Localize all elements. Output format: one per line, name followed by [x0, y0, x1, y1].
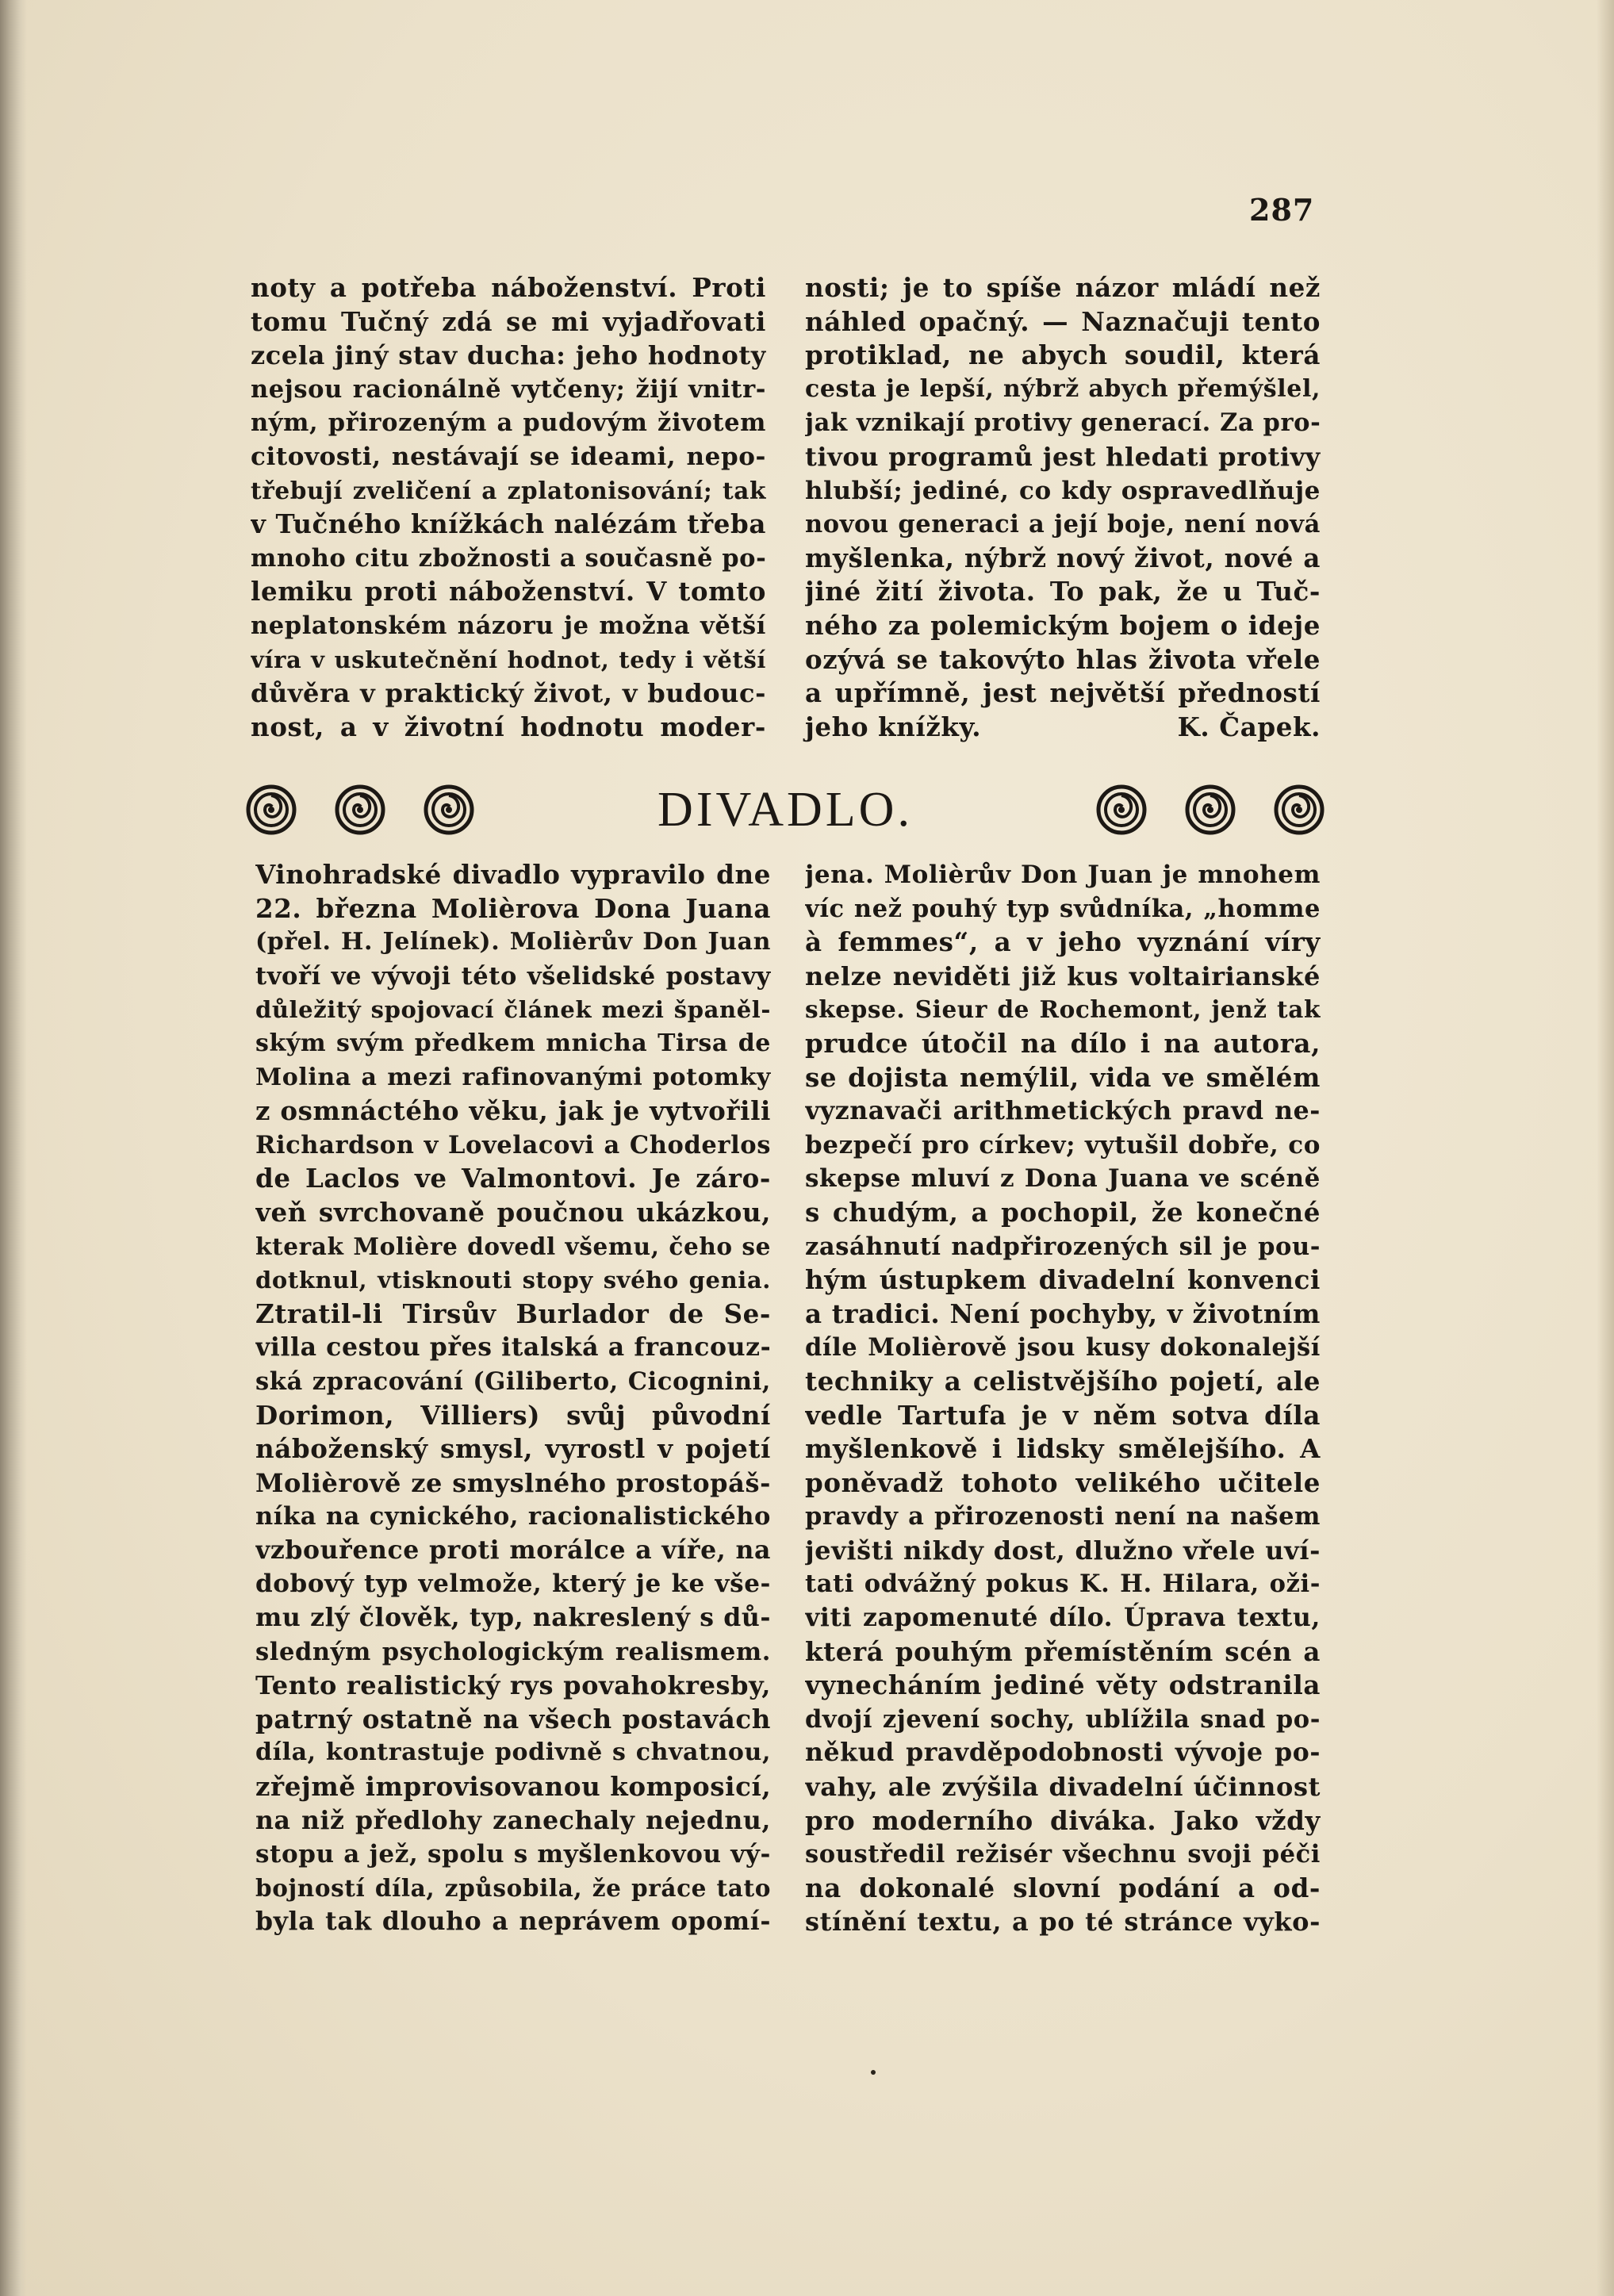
text-line: hlubší; jediné, co kdy ospravedlňuje	[805, 476, 1321, 505]
text-line: ská zpracování (Giliberto, Cicognini,	[255, 1366, 771, 1396]
text-line: jena. Molièrův Don Juan je mnohem	[805, 861, 1321, 889]
text-line: mu zlý člověk, typ, nakreslený s dů-	[255, 1603, 771, 1633]
text-line: Molina a mezi rafinovanými potomky	[255, 1063, 771, 1091]
text-line: se dojista nemýlil, vida ve smělém	[805, 1061, 1321, 1093]
text-line: důvěra v praktický život, v budouc-	[251, 678, 766, 709]
text-line: Dorimon, Villiers) svůj původní	[255, 1399, 771, 1431]
text-line: soustředil režisér všechnu svoji péči	[805, 1840, 1321, 1869]
text-line: pravdy a přirozenosti není na našem	[805, 1502, 1321, 1531]
page-number: 287	[1249, 192, 1315, 228]
text-line: 22. března Molièrova Dona Juana	[255, 892, 771, 924]
signature-line	[805, 711, 1321, 745]
text-line: a tradici. Není pochyby, v životním	[805, 1297, 1321, 1329]
text-line: ného za polemickým bojem o ideje	[805, 609, 1321, 641]
article-top-right-column	[805, 271, 1321, 744]
ornament-group-right	[1096, 784, 1325, 835]
text-line: Tento realistický rys povahokresby,	[255, 1670, 771, 1701]
text-line: náboženský smysl, vyrostl v pojetí	[255, 1433, 771, 1465]
rosette-icon	[335, 784, 385, 835]
text-line: de Laclos ve Valmontovi. Je záro-	[255, 1163, 771, 1194]
text-line: díla, kontrastuje podivně s chvatnou,	[255, 1738, 771, 1767]
text-line: ným, přirozeným a pudovým životem	[251, 408, 766, 438]
text-line: třebují zveličení a zplatonisování; tak	[251, 476, 766, 504]
text-line: noty a potřeba náboženství. Proti	[251, 272, 766, 303]
ornament-group-left	[246, 784, 474, 835]
article-divadlo-right-column	[805, 858, 1321, 1939]
text-line: à femmes“, a v jeho vyznání víry	[805, 926, 1321, 958]
text-line: a upřímně, jest největší předností	[805, 677, 1321, 709]
text-line: vyznavači arithmetických pravd ne-	[805, 1096, 1321, 1126]
text-line: cesta je lepší, nýbrž abych přemýšlel,	[805, 374, 1321, 403]
article-top-left-column	[251, 271, 766, 744]
text-line: ským svým předkem mnicha Tirsa de	[255, 1029, 771, 1057]
text-line: Vinohradské divadlo vypravilo dne	[255, 859, 771, 890]
rosette-icon	[1096, 784, 1147, 835]
text-line: neplatonském názoru je možna větší	[251, 611, 766, 640]
text-line: prudce útočil na dílo i na autora,	[805, 1027, 1321, 1059]
text-line: tomu Tučný zdá se mi vyjadřovati	[251, 305, 766, 337]
text-line: nosti; je to spíše názor mládí než	[805, 272, 1321, 303]
text-line: vzbouřence proti morálce a víře, na	[255, 1535, 771, 1565]
ink-speck	[871, 2070, 876, 2075]
article-divadlo-left-column	[255, 858, 771, 1939]
text-line: techniky a celistvějšího pojetí, ale	[805, 1365, 1321, 1397]
text-line: náhled opačný. — Naznačuji tento	[805, 305, 1321, 337]
text-line: stínění textu, a po té stránce vyko-	[805, 1907, 1321, 1938]
text-line: vedle Tartufa je v něm sotva díla	[805, 1399, 1321, 1431]
text-line: pro moderního diváka. Jako vždy	[805, 1804, 1321, 1836]
text-line: protiklad, ne abych soudil, která	[805, 339, 1321, 371]
text-line: víra v uskutečnění hodnot, tedy i větší	[251, 646, 766, 673]
text-line: mnoho citu zbožnosti a současně po-	[251, 543, 766, 573]
rosette-icon	[1185, 784, 1236, 835]
text-line: dobový typ velmože, který je ke vše-	[255, 1570, 771, 1599]
text-line: z osmnáctého věku, jak je vytvořili	[255, 1095, 771, 1127]
text-line: zasáhnutí nadpřirozených sil je pou-	[805, 1232, 1321, 1261]
rosette-icon	[424, 784, 474, 835]
text-line: villa cestou přes italská a francouz-	[255, 1332, 771, 1363]
text-line: dotknul, vtisknouti stopy svého genia.	[255, 1267, 771, 1294]
text-line: myšlenka, nýbrž nový život, nové a	[805, 542, 1321, 573]
text-line: níka na cynického, racionalistického	[255, 1502, 771, 1531]
text-line: kterak Molière dovedl všemu, čeho se	[255, 1232, 771, 1260]
text-line: sledným psychologickým realismem.	[255, 1637, 771, 1666]
text-line: důležitý spojovací článek mezi španěl-	[255, 996, 771, 1024]
text-line: na dokonalé slovní podání a od-	[805, 1872, 1321, 1903]
text-line: bojností díla, způsobila, že práce tato	[255, 1873, 771, 1902]
text-line: bezpečí pro církev; vytušil dobře, co	[805, 1130, 1321, 1159]
text-line: tivou programů jest hledati protivy	[805, 441, 1321, 472]
text-line: tati odvážný pokus K. H. Hilara, oži-	[805, 1570, 1321, 1599]
text-line: tvoří ve vývoji této všelidské postavy	[255, 961, 771, 991]
rosette-icon	[1274, 784, 1325, 835]
text-line: byla tak dlouho a neprávem opomí-	[255, 1907, 771, 1937]
closing-text: jeho knížky.	[805, 711, 982, 742]
text-line: citovosti, nestávají se ideami, nepo-	[251, 442, 766, 471]
text-line: novou generaci a její boje, není nová	[805, 510, 1321, 539]
text-line: (přel. H. Jelínek). Molièrův Don Juan	[255, 928, 771, 956]
text-line: skepse mluví z Dona Juana ve scéně	[805, 1164, 1321, 1194]
text-line: jevišti nikdy dost, dlužno vřele uví-	[805, 1535, 1321, 1566]
text-line: dvojí zjevení sochy, ublížila snad po-	[805, 1704, 1321, 1734]
section-title: DIVADLO.	[657, 782, 913, 837]
page-edge	[1597, 0, 1614, 2296]
text-line: ozývá se takovýto hlas života vřele	[805, 643, 1321, 675]
text-line: jiné žití života. To pak, že u Tuč-	[805, 576, 1321, 608]
binding-edge	[0, 0, 27, 2296]
text-line: vynecháním jediné věty odstranila	[805, 1669, 1321, 1701]
text-line: Molièrově ze smyslného prostopáš-	[255, 1467, 771, 1498]
text-line: někud pravděpodobnosti vývoje po-	[805, 1738, 1321, 1768]
text-line: jak vznikají protivy generací. Za pro-	[805, 408, 1321, 438]
text-line: poněvadž tohoto velikého učitele	[805, 1466, 1321, 1498]
text-line: která pouhým přemístěním scén a	[805, 1635, 1321, 1667]
text-line: lemiku proti náboženství. V tomto	[251, 576, 766, 608]
text-line: myšlenkově i lidsky smělejšího. A	[805, 1433, 1321, 1465]
text-line: veň svrchovaně poučnou ukázkou,	[255, 1196, 771, 1228]
text-line: vahy, ale zvýšila divadelní účinnost	[805, 1772, 1321, 1803]
rosette-icon	[246, 784, 297, 835]
text-line: skepse. Sieur de Rochemont, jenž tak	[805, 995, 1321, 1024]
text-line: nejsou racionálně vytčeny; žijí vnitr-	[251, 374, 766, 404]
text-line: Ztratil-li Tirsův Burlador de Se-	[255, 1297, 771, 1329]
text-line: zcela jiný stav ducha: jeho hodnoty	[251, 340, 766, 371]
text-line: víc než pouhý typ svůdníka, „homme	[805, 894, 1321, 923]
text-line: nelze neviděti již kus voltairianské	[805, 960, 1321, 991]
text-line: patrný ostatně na všech postavách	[255, 1703, 771, 1734]
text-line: nost, a v životní hodnotu moder-	[251, 711, 766, 742]
author-signature: K. Čapek.	[1177, 711, 1321, 742]
section-heading	[246, 781, 1325, 838]
text-line: s chudým, a pochopil, že konečné	[805, 1196, 1321, 1228]
text-line: stopu a jež, spolu s myšlenkovou vý-	[255, 1840, 771, 1869]
text-line: hým ústupkem divadelní konvenci	[805, 1264, 1321, 1296]
text-line: díle Molièrově jsou kusy dokonalejší	[805, 1333, 1321, 1363]
text-line: viti zapomenuté dílo. Úprava textu,	[805, 1603, 1321, 1633]
text-line: zřejmě improvisovanou komposicí,	[255, 1771, 771, 1803]
text-line: na niž předlohy zanechaly nejednu,	[255, 1805, 771, 1835]
text-line: Richardson v Lovelacovi a Choderlos	[255, 1130, 771, 1159]
text-line: v Tučného knížkách nalézám třeba	[251, 508, 766, 540]
